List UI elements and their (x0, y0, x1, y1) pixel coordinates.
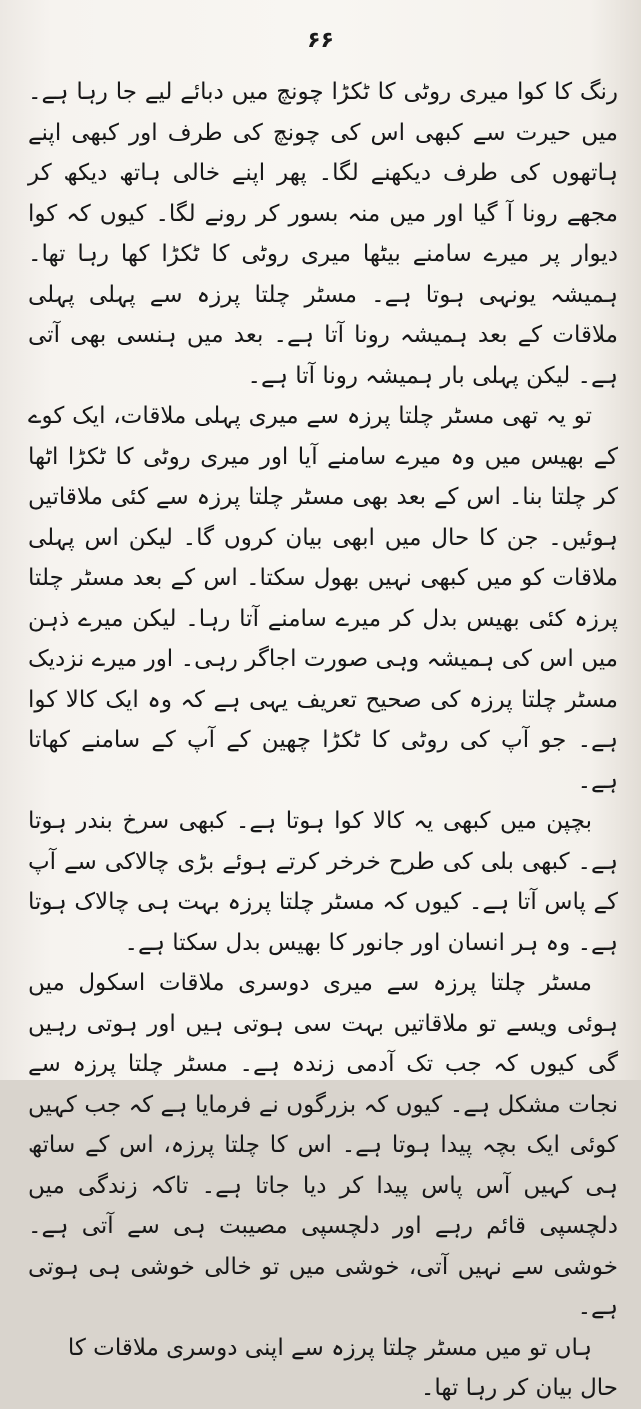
paragraph: بچپن میں کبھی یہ کالا کوا ہوتا ہے۔ کبھی سرخ بندر ہوتا ہے۔ کبھی بلی کی طرح خرخر کرتے ہوئے بڑی چالاکی سے آپ کے پاس آتا ہے۔ کیوں کہ مسٹر چلتا پرزہ بہت ہی چالاک ہوتا ہے۔ وہ ہر انسان اور جانور کا بھیس بدل سکتا ہے۔ (28, 808, 618, 956)
paragraph: رنگ کا کوا میری روٹی کا ٹکڑا چونچ میں دبائے لیے جا رہا ہے۔ میں حیرت سے کبھی اس کی چونچ کی طرف اور کبھی اپنے ہاتھوں کی طرف دیکھنے لگا۔ پھر اپنے خالی ہاتھ دیکھ کر مجھے رونا آ گیا اور میں منہ بسور کر رونے لگا۔ کیوں کہ کوا دیوار پر میرے سامنے بیٹھا میری روٹی کا ٹکڑا کھا رہا تھا۔ ہمیشہ یونہی ہوتا ہے۔ مسٹر چلتا پرزہ سے پہلی پہلی ملاقات کے بعد ہمیشہ رونا آتا ہے۔ بعد میں ہنسی بھی آتی ہے۔ لیکن پہلی بار ہمیشہ رونا آتا ہے۔ (28, 79, 618, 389)
body-text (28, 72, 618, 1409)
paragraph: مسٹر چلتا پرزہ سے میری دوسری ملاقات اسکول میں ہوئی ویسے تو ملاقاتیں بہت سی ہوتی ہیں اور ہوتی رہیں گی کیوں کہ جب تک آدمی زندہ ہے۔ مسٹر چلتا پرزہ سے نجات مشکل ہے۔ کیوں کہ بزرگوں نے فرمایا ہے کہ جب کہیں کوئی ایک بچہ پیدا ہوتا ہے۔ اس کا چلتا پرزہ، اس کے ساتھ ہی کہیں آس پاس پیدا کر دیا جاتا ہے۔ تاکہ زندگی میں دلچسپی قائم رہے اور دلچسپی مصیبت ہی سے آتی ہے۔ خوشی سے نہیں آتی، خوشی میں تو خالی خوشی ہی ہوتی ہے۔ (28, 970, 618, 1320)
page-number: ۶۶ (307, 28, 334, 53)
paragraph: ہاں تو میں مسٹر چلتا پرزہ سے اپنی دوسری ملاقات کا حال بیان کر رہا تھا۔ (67, 1334, 618, 1401)
paragraph: تو یہ تھی مسٹر چلتا پرزہ سے میری پہلی ملاقات، ایک کوے کے بھیس میں وہ میرے سامنے آیا اور میری روٹی کا ٹکڑا اٹھا کر چلتا بنا۔ اس کے بعد بھی مسٹر چلتا پرزہ سے کئی ملاقاتیں ہوئیں۔ جن کا حال میں ابھی بیان کروں گا۔ لیکن اس پہلی ملاقات کو میں کبھی نہیں بھول سکتا۔ اس کے بعد مسٹر چلتا پرزہ کئی بھیس بدل کر میرے سامنے آتا رہا۔ لیکن میرے ذہن میں اس کی ہمیشہ وہی صورت اجاگر رہی۔ اور میرے نزدیک مسٹر چلتا پرزہ کی صحیح تعریف یہی ہے کہ وہ ایک کالا کوا ہے۔ جو آپ کی روٹی کا ٹکڑا چھین کے آپ کے سامنے کھاتا ہے۔ (28, 403, 618, 794)
